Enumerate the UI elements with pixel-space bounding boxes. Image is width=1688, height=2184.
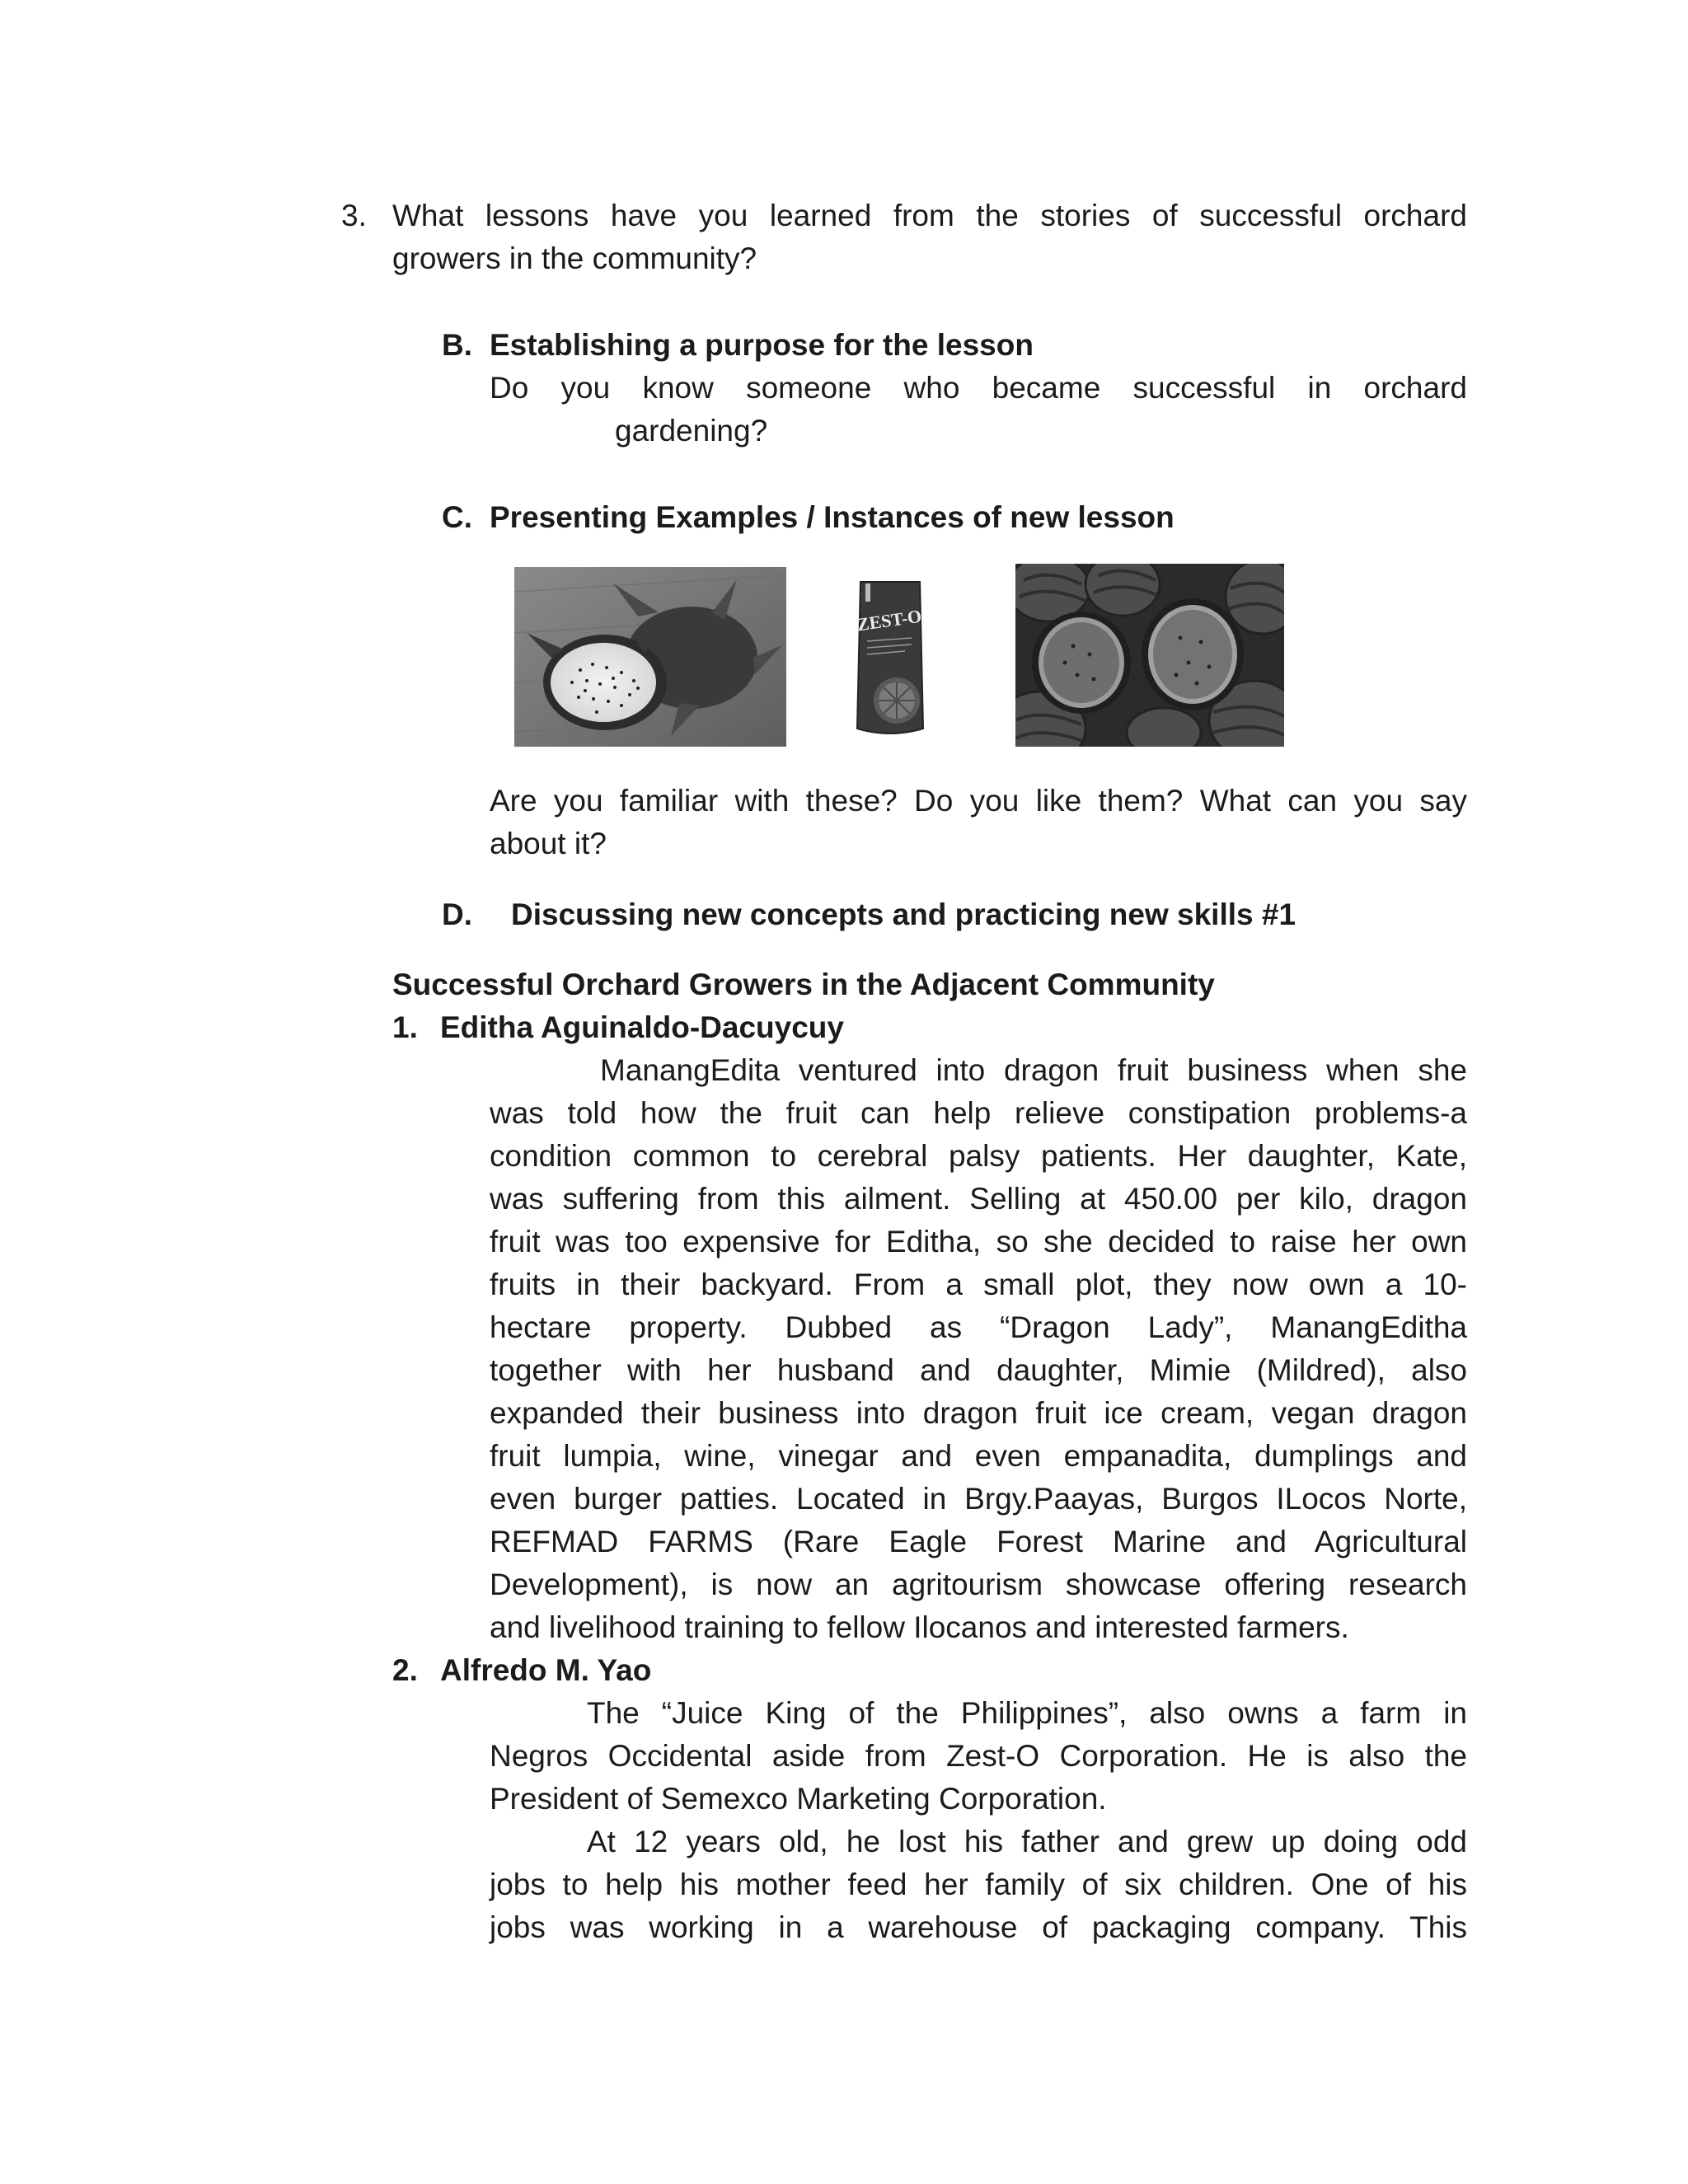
person1-line: condition common to cerebral palsy patients. Her daughter, Kate, (490, 1139, 1467, 1173)
section-b-heading: Establishing a purpose for the lesson (490, 328, 1034, 362)
section-d-heading: Discussing new concepts and practicing new skills #1 (511, 898, 1296, 931)
zest-o-brand-text: ZEST-O (856, 605, 923, 635)
person1-line: fruits in their backyard. From a small plot, they now own a 10- (490, 1268, 1467, 1301)
person1-line: ManangEdita ventured into dragon fruit business when she (600, 1053, 1467, 1087)
zest-o-juice-pouch-photo (854, 577, 926, 738)
section-c-heading: Presenting Examples / Instances of new lesson (490, 500, 1175, 534)
dragon-fruit-photo (514, 567, 786, 747)
section-b-letter: B. (442, 328, 472, 362)
person2-para1-line: Negros Occidental aside from Zest-O Corporation. He is also the (490, 1739, 1467, 1773)
person1-line: fruit was too expensive for Editha, so she decided to raise her own (490, 1225, 1467, 1258)
person1-line: was told how the fruit can help relieve constipation problems-a (490, 1096, 1467, 1130)
item3-line2: growers in the community? (392, 241, 757, 275)
item3-line1: What lessons have you learned from the stories of successful orchard (392, 199, 1467, 232)
section-b-line1: Do you know someone who became successful in orchard (490, 371, 1467, 405)
person1-line: fruit lumpia, wine, vinegar and even empanadita, dumplings and (490, 1439, 1467, 1473)
person2-para1-line: President of Semexco Marketing Corporation. (490, 1782, 1107, 1816)
person1-line: even burger patties. Located in Brgy.Paayas, Burgos ILocos Norte, (490, 1482, 1467, 1516)
person2-para2-line: jobs was working in a warehouse of packaging company. This (490, 1910, 1467, 1944)
person2-para2-line: At 12 years old, he lost his father and grew up doing odd (587, 1825, 1467, 1858)
person1-line: was suffering from this ailment. Selling at 450.00 per kilo, dragon (490, 1182, 1467, 1216)
person2-number: 2. (392, 1653, 418, 1687)
person1-name: Editha Aguinaldo-Dacuycuy (440, 1010, 844, 1044)
person1-paragraph (490, 1092, 1467, 1649)
person1-line: together with her husband and daughter, Mimie (Mildred), also (490, 1353, 1467, 1387)
section-b-line2: gardening? (615, 414, 768, 448)
section-c-question-line1: Are you familiar with these? Do you like them? What can you say (490, 784, 1467, 818)
person1-number: 1. (392, 1010, 418, 1044)
person2-para1-line: The “Juice King of the Philippines”, also owns a farm in (587, 1696, 1467, 1730)
person1-line: hectare property. Dubbed as “Dragon Lady”, ManangEditha (490, 1310, 1467, 1344)
section-c-letter: C. (442, 500, 472, 534)
watermelon-photo (1015, 564, 1284, 747)
section-c-question-line2: about it? (490, 827, 607, 860)
person2-para2-line: jobs to help his mother feed her family of six children. One of his (490, 1868, 1467, 1901)
person1-line: REFMAD FARMS (Rare Eagle Forest Marine and Agricultural (490, 1525, 1467, 1558)
section-d-letter: D. (442, 898, 472, 931)
person2-name: Alfredo M. Yao (440, 1653, 652, 1687)
person1-line: Development), is now an agritourism showcase offering research (490, 1568, 1467, 1601)
item-number: 3. (341, 199, 367, 232)
growers-title: Successful Orchard Growers in the Adjacent Community (392, 968, 1215, 1001)
person1-line: expanded their business into dragon fruit ice cream, vegan dragon (490, 1396, 1467, 1430)
person1-line: and livelihood training to fellow Ilocanos and interested farmers. (490, 1610, 1349, 1644)
